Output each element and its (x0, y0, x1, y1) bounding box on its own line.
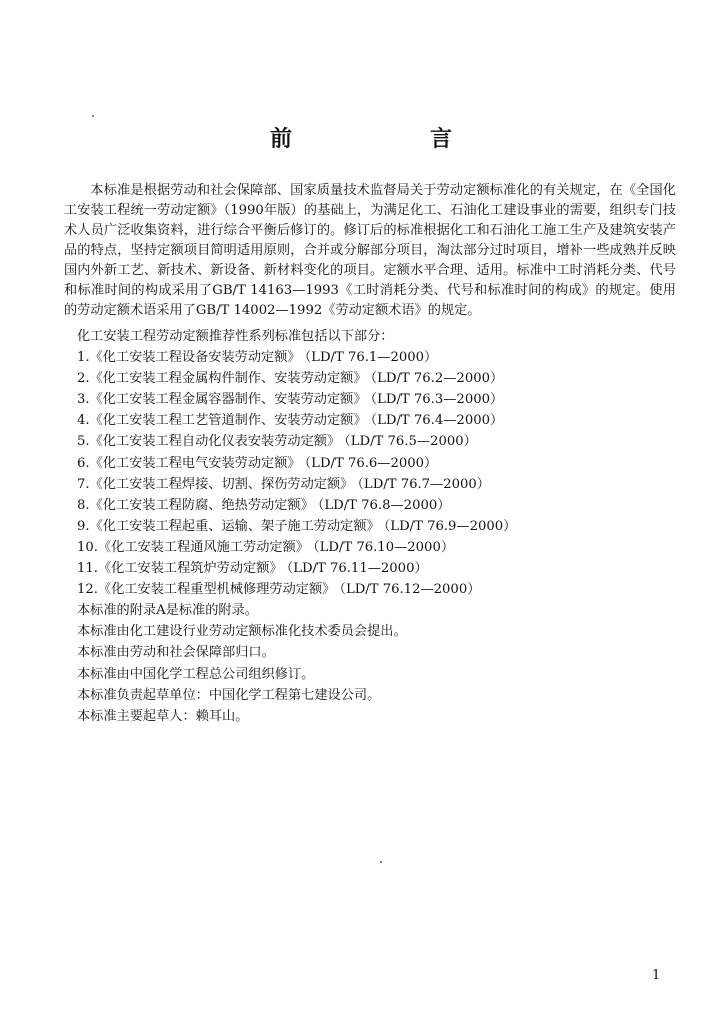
note-proposer: 本标准由化工建设行业劳动定额标准化技术委员会提出。 (77, 624, 407, 640)
item-number: 2. (77, 371, 90, 387)
item-number: 9. (77, 518, 90, 534)
item-title: 《化工安装工程设备安装劳动定额》 (89, 350, 301, 366)
item-code: （LD/T 76.12—2000） (339, 582, 481, 598)
item-code: （LD/T 76.3—2000） (370, 392, 504, 408)
item-code: （LD/T 76.7—2000） (357, 476, 490, 492)
note-appendix: 本标准的附录A是标准的附录。 (77, 603, 258, 619)
note-drafting-unit: 本标准负责起草单位：中国化学工程第七建设公司。 (77, 687, 381, 703)
list-item (77, 389, 677, 410)
item-number: 5. (77, 434, 90, 450)
list-item (77, 347, 677, 368)
item-code: （LD/T 76.10—2000） (312, 539, 455, 555)
list-item (77, 558, 677, 579)
series-intro: 化工安装工程劳动定额推荐性系列标准包括以下部分： (77, 329, 394, 344)
scan-speck (380, 861, 382, 863)
item-code: （LD/T 76.2—2000） (370, 371, 504, 387)
item-number: 4. (77, 413, 90, 429)
list-item (77, 474, 677, 495)
item-code: （LD/T 76.8—2000） (317, 497, 451, 513)
item-title: 《化工安装工程金属构件制作、安装劳动定额》 (89, 371, 367, 387)
item-number: 8. (77, 497, 90, 513)
list-item (77, 495, 677, 516)
item-title: 《化工安装工程电气安装劳动定额》 (89, 455, 301, 471)
item-code: （LD/T 76.4—2000） (370, 413, 504, 429)
item-number: 6. (77, 455, 90, 471)
item-number: 10. (77, 539, 98, 555)
item-title: 《化工安装工程工艺管道制作、安装劳动定额》 (89, 413, 367, 429)
standards-section (77, 326, 677, 727)
list-item (77, 579, 677, 600)
note-administration: 本标准由劳动和社会保障部归口。 (77, 645, 275, 661)
intro-paragraph: 本标准是根据劳动和社会保障部、国家质量技术监督局关于劳动定额标准化的有关规定，在《全国化工安装工程统一劳动定额》（1990年版）的基础上，为满足化工、石油化工建设事业的需要，组织专门技术人员广泛收集资料，进行综合平衡后修订的。修订后的标准根据化工和石油化工施工生产及建筑安装产品的特点，坚持定额项目简明适用原则，合并或分解部分项目，淘汰部分过时项目，增补一些成熟并反映国内外新工艺、新技术、新设备、新材料变化的项目。定额水平合理、适用。标准中工时消耗分类、代号和标准时间的构成采用了GB/T 14163—1993《工时消耗分类、代号和标准时间的构成》的规定。使用的劳动定额术语采用了GB/T 14002—1992《劳动定额术语》的规定。 (64, 183, 676, 318)
item-number: 3. (77, 392, 90, 408)
item-title: 《化工安装工程起重、运输、架子施工劳动定额》 (89, 518, 380, 534)
item-code: （LD/T 76.6—2000） (304, 455, 438, 471)
item-title: 《化工安装工程金属容器制作、安装劳动定额》 (89, 392, 367, 408)
item-code: （LD/T 76.1—2000） (304, 350, 438, 366)
item-title: 《化工安装工程重型机械修理劳动定额》 (97, 582, 336, 598)
item-code: （LD/T 76.11—2000） (286, 561, 428, 577)
item-title: 《化工安装工程筑炉劳动定额》 (97, 561, 283, 577)
list-item (77, 431, 677, 452)
item-title: 《化工安装工程防腐、绝热劳动定额》 (89, 497, 314, 513)
item-code: （LD/T 76.5—2000） (344, 434, 477, 450)
item-title: 《化工安装工程焊接、切割、探伤劳动定额》 (89, 476, 354, 492)
page-title: 前 言 (269, 127, 510, 152)
item-number: 11. (77, 561, 98, 577)
item-number: 12. (77, 582, 98, 598)
note-drafter: 本标准主要起草人：赖耳山。 (77, 708, 249, 724)
note-organizer: 本标准由中国化学工程总公司组织修订。 (77, 666, 315, 682)
list-item (77, 410, 677, 431)
list-item (77, 516, 677, 537)
list-item (77, 537, 677, 558)
item-number: 1. (77, 350, 90, 366)
list-item (77, 368, 677, 389)
list-item (77, 453, 677, 474)
scan-speck (92, 115, 94, 117)
item-code: （LD/T 76.9—2000） (383, 518, 517, 534)
item-number: 7. (77, 476, 90, 492)
item-title: 《化工安装工程通风施工劳动定额》 (97, 539, 309, 555)
page-number: 1 (652, 968, 661, 983)
item-title: 《化工安装工程自动化仪表安装劳动定额》 (89, 434, 341, 450)
